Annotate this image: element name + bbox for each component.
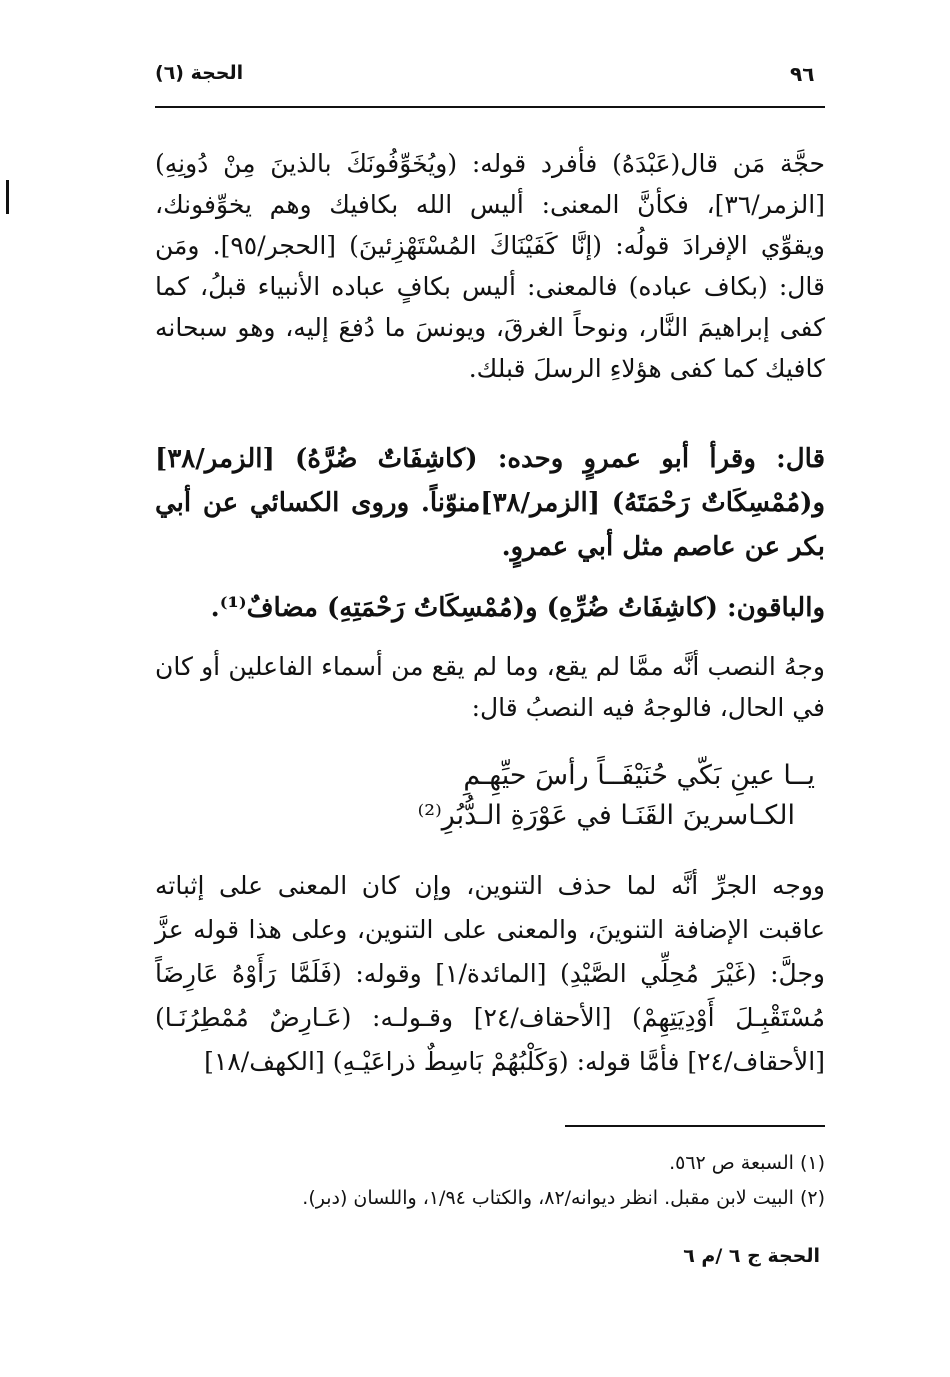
paragraph-3: والباقون: (كاشِفَاتُ ضُرِّهِ) و(مُمْسِكَاتُ رَحْمَتِهِ) مضافٌ⁽¹⁾. bbox=[210, 593, 825, 623]
footnote-1: (١) السبعة ص ٥٦٢. bbox=[669, 1152, 825, 1174]
poem-verse-second-hemistich: الكـاسرينَ القَنَـا في عَوْرَةِ الـدُّبُرِ⁽²⁾ bbox=[417, 800, 795, 831]
footnote-2: (٢) البيت لابن مقبل. انظر ديوانه/٨٢، والكتاب ١/٩٤، واللسان (دبر). bbox=[302, 1187, 825, 1209]
paragraph-4: وجهُ النصب أنَّه ممَّا لم يقع، وما لم يقع من أسماء الفاعلين أو كان في الحال، فالوجهُ فيه النصبُ قال: bbox=[155, 652, 825, 722]
footnote-rule bbox=[565, 1125, 825, 1127]
paragraph-1: حجَّة مَن قال(عَبْدَهُ) فأفرد قوله: (ويُخَوِّفُونَكَ بالذينَ مِنْ دُونِهِ) [الزمر/٣٦]، فكأنَّ المعنى: أليس الله بكافيك وهم يخوِّفونك، ويقوِّي الإفرادَ قولُه: (إنَّا كَفَيْنَاكَ المُسْتَهْزِئينَ) [الحجر/٩٥]. ومَن قال: (بكاف عباده) فالمعنى: أليس بكافٍ عباده الأنبياء قبلُ، كما كفى إبراهيمَ النَّار، ونوحاً الغرقَ، ويونسَ ما دُفعَ إليه، وهو سبحانه كافيك كما كفى هؤلاءِ الرسلَ قبلك. bbox=[155, 149, 825, 383]
header-rule bbox=[155, 106, 825, 108]
printer-signature: الحجة ج ٦ /م ٦ bbox=[683, 1245, 820, 1267]
page-number: ٩٦ bbox=[790, 62, 815, 86]
running-header-title: الحجة (٦) bbox=[155, 62, 244, 84]
paragraph-2: قال: وقرأ أبو عمروٍ وحده: (كاشِفَاتٌ ضُرَّهُ) [الزمر/٣٨] و(مُمْسِكَاتٌ رَحْمَتَهُ) [الزمر/٣٨]منوّناً. وروى الكسائي عن أبي بكر عن عاصم مثل أبي عمروٍ. bbox=[155, 444, 826, 562]
poem-verse-first-hemistich: يــا عينِ بَكّي حُنَيْفَــاً رأسَ حيِّهِـمِ bbox=[463, 760, 815, 791]
margin-mark bbox=[6, 180, 9, 214]
paragraph-5: ووجه الجرِّ أنَّه لما حذف التنوين، وإن كان المعنى على إثباته عاقبت الإضافة التنوينَ، والمعنى على التنوين، وعلى هذا قوله عزَّ وجلَّ: (غَيْرَ مُحِلِّي الصَّيْدِ) [المائدة/١] وقوله: (فَلَمَّا رَأَوْهُ عَارِضَاً مُسْتَقْبِـلَ أَوْدِيَتِهِمْ) [الأحقاف/٢٤] وقـولـه: (عَـارِضٌ مُمْطِرُنَـا) [الأحقاف/٢٤] فأمَّا قوله: (وَكَلْبُهُمْ بَاسِطٌ ذراعَيْـهِ) [الكهف/١٨] bbox=[155, 871, 825, 1076]
